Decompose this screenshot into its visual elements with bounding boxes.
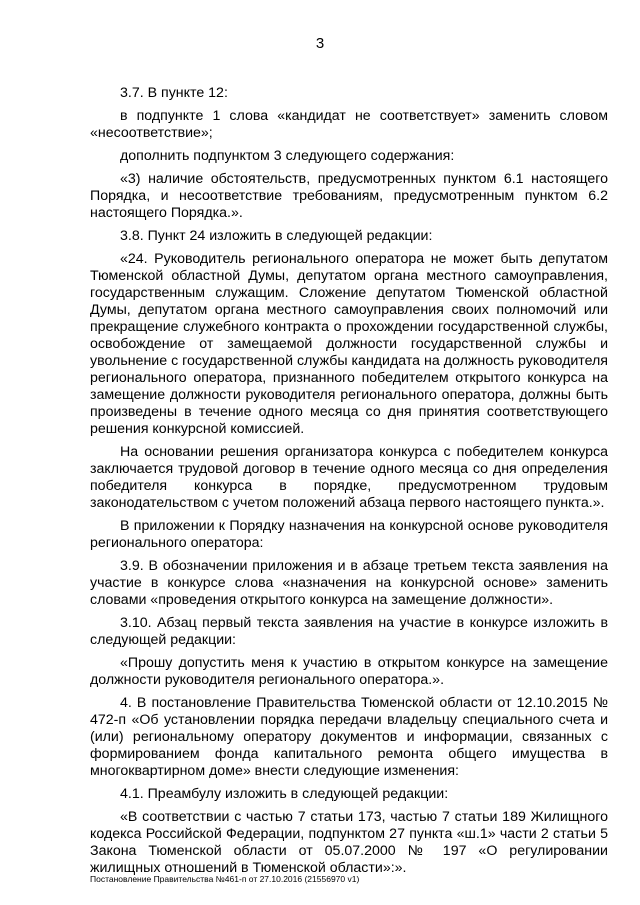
paragraph-subpoint-1: в подпункте 1 слова «кандидат не соответствует» заменить словом «несоответствие»;	[90, 108, 608, 141]
paragraph-add-subpoint-3: дополнить подпунктом 3 следующего содержания:	[120, 148, 455, 164]
paragraph-appendix: В приложении к Порядку назначения на конкурсной основе руководителя регионального оператора:	[90, 518, 608, 551]
paragraph-3-10: 3.10. Абзац первый текста заявления на участие в конкурсе изложить в следующей редакции:	[90, 615, 608, 648]
paragraph-3-8: 3.8. Пункт 24 изложить в следующей редакции:	[120, 228, 433, 244]
paragraph-4: 4. В постановление Правительства Тюменской области от 12.10.2015 № 472-п «Об установлении порядка передачи владельцу специального счета и (или) региональному оператору документов и информации, связанных с формированием фонда капитального ремонта общего имущества в многоквартирном доме» внести следующие изменения:	[90, 695, 608, 779]
paragraph-application-text: «Прошу допустить меня к участию в открытом конкурсе на замещение должности руководителя регионального оператора.».	[90, 655, 608, 688]
paragraph-point-24: «24. Руководитель регионального оператора не может быть депутатом Тюменской областной Думы, депутатом органа местного самоуправления, государственным служащим. Сложение депутатом Тюменской областной Думы, депутатом органа местного самоуправления своих полномочий или прекращение служебного контракта о прохождении государственной службы, освобождение от замещаемой должности государственной службы и увольнение с государственной службы кандидата на должность руководителя регионального оператора, признанного победителем открытого конкурса на замещение должности руководителя регионального оператора, должны быть произведены в течение одного месяца со дня принятия соответствующего решения конкурсной комиссией.	[90, 251, 608, 437]
paragraph-3-9: 3.9. В обозначении приложения и в абзаце третьем текста заявления на участие в конкурсе слова «назначения на конкурсной основе» заменить словами «проведения открытого конкурса на замещение должности».	[90, 558, 608, 608]
paragraph-4-1: 4.1. Преамбулу изложить в следующей редакции:	[120, 786, 449, 802]
paragraph-labor-contract: На основании решения организатора конкурса с победителем конкурса заключается трудовой договор в течение одного месяца со дня определения победителя конкурса в порядке, предусмотренном трудовым законодательством с учетом положений абзаца первого настоящего пункта.».	[90, 444, 608, 511]
paragraph-3-7: 3.7. В пункте 12:	[120, 85, 228, 101]
page-number: 3	[315, 35, 325, 52]
paragraph-subpoint-3-text: «3) наличие обстоятельств, предусмотренных пунктом 6.1 настоящего Порядка, и несоответствие требованиям, предусмотренным пунктом 6.2 настоящего Порядка.».	[90, 171, 608, 221]
document-footer: Постановление Правительства №461-п от 27.10.2016 (21556970 v1)	[90, 874, 360, 884]
paragraph-preamble: «В соответствии с частью 7 статьи 173, частью 7 статьи 189 Жилищного кодекса Российской Федерации, подпунктом 27 пункта «ш.1» части 2 статьи 5 Закона Тюменской области от 05.07.2000 № 197 «О регулировании жилищных отношений в Тюменской области»:».	[90, 809, 608, 876]
document-body	[90, 85, 608, 883]
